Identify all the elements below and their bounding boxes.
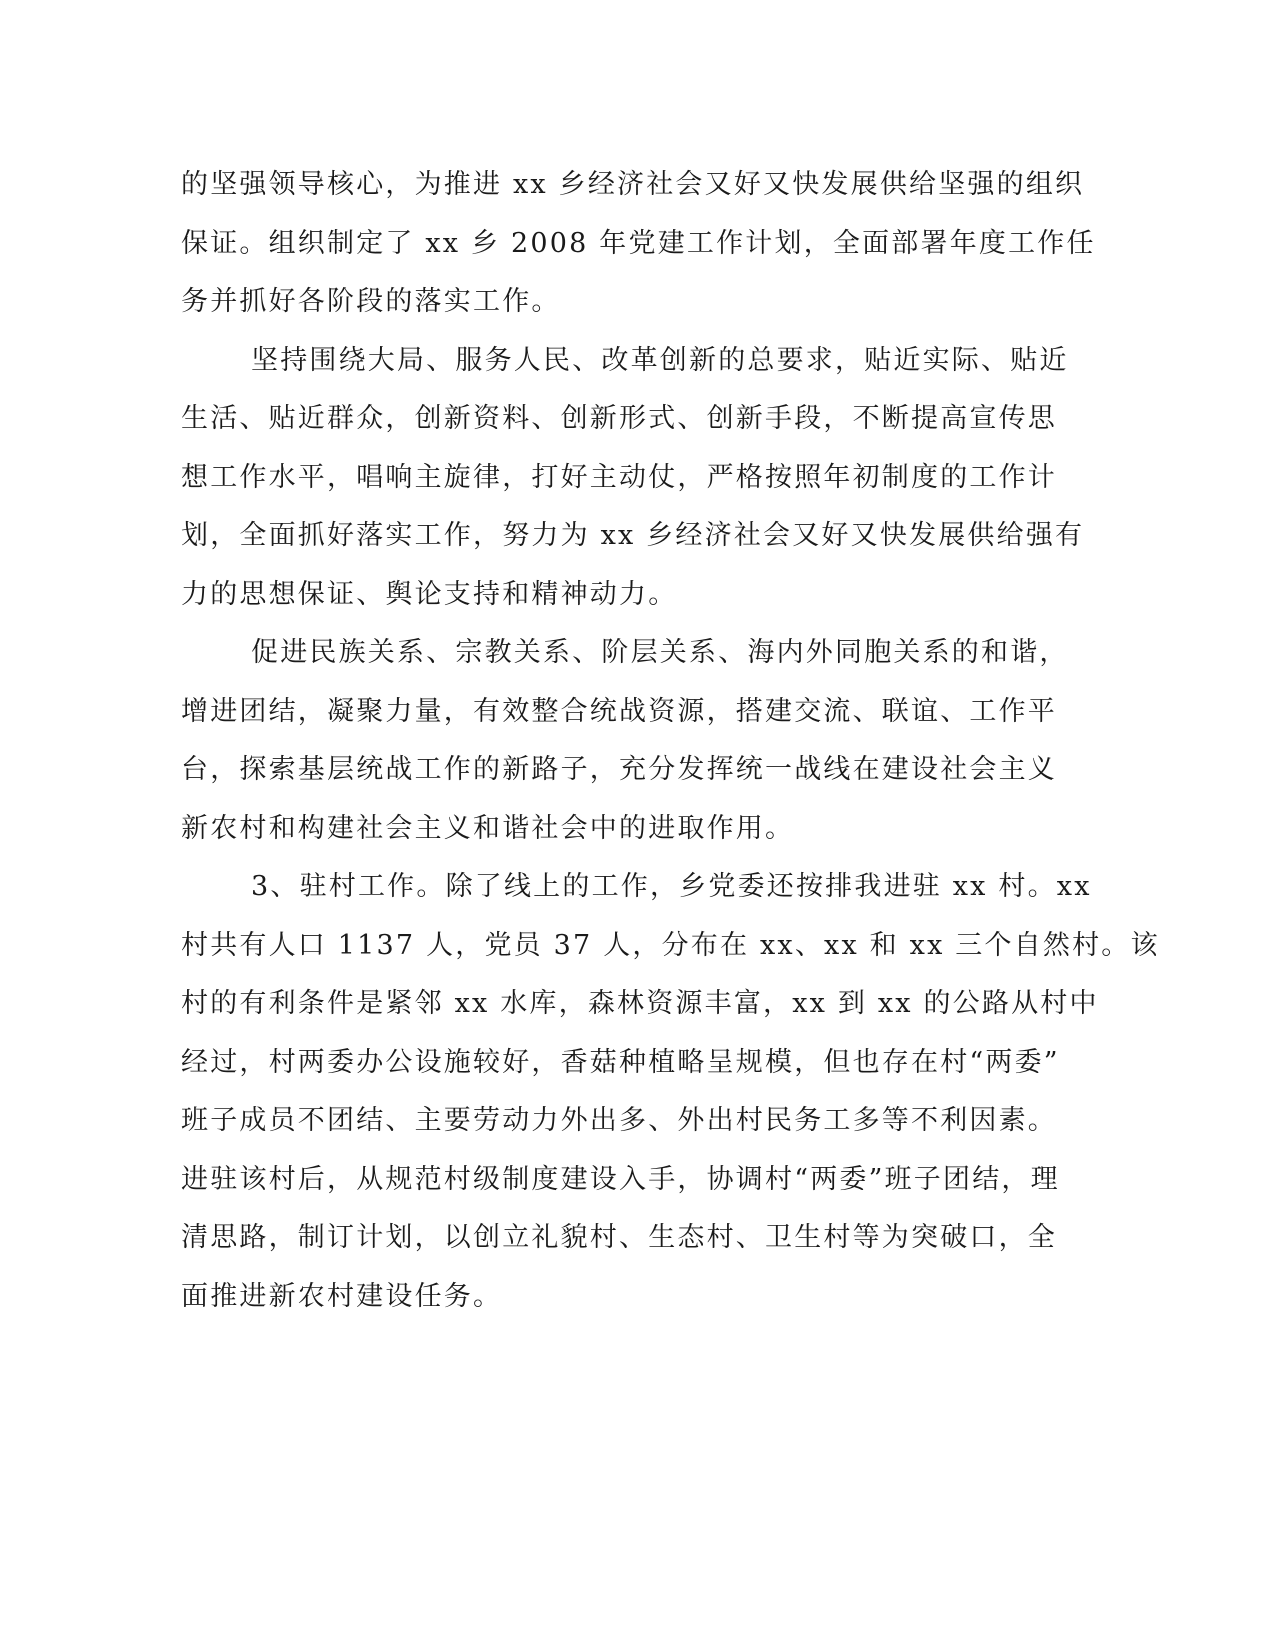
text-line: 划，全面抓好落实工作，努力为 xx 乡经济社会又好又快发展供给强有: [181, 520, 1085, 551]
paragraph-4: [181, 858, 1160, 1326]
text-line: 班子成员不团结、主要劳动力外出多、外出村民务工多等不利因素。: [181, 1105, 1057, 1136]
text-line: 清思路，制订计划，以创立礼貌村、生态村、卫生村等为突破口，全: [181, 1222, 1057, 1253]
text-line: 想工作水平，唱响主旋律，打好主动仗，严格按照年初制度的工作计: [181, 461, 1057, 493]
text-line: 生活、贴近群众，创新资料、创新形式、创新手段，不断提高宣传思: [181, 403, 1057, 434]
paragraph-2: [181, 332, 1085, 625]
text-line: 台，探索基层统战工作的新路子，充分发挥统一战线在建设社会主义: [181, 754, 1057, 785]
text-line: 增进团结，凝聚力量，有效整合统战资源，搭建交流、联谊、工作平: [181, 695, 1057, 727]
text-line: 进驻该村后，从规范村级制度建设入手，协调村“两委”班子团结，理: [181, 1163, 1060, 1195]
document-body: [181, 156, 1160, 1326]
text-line: 面推进新农村建设任务。: [181, 1280, 503, 1312]
paragraph-1: [181, 156, 1096, 332]
text-line: 3、驻村工作。除了线上的工作，乡党委还按排我进驻 xx 村。xx: [251, 871, 1092, 902]
text-line: 村的有利条件是紧邻 xx 水库，森林资源丰富，xx 到 xx 的公路从村中: [181, 988, 1099, 1019]
text-line: 保证。组织制定了 xx 乡 2008 年党建工作计划，全面部署年度工作任: [181, 227, 1096, 259]
text-line: 村共有人口 1137 人，党员 37 人，分布在 xx、xx 和 xx 三个自然村。该: [181, 929, 1160, 961]
text-line: 坚持围绕大局、服务人民、改革创新的总要求，贴近实际、贴近: [251, 344, 1069, 376]
paragraph-3: [181, 624, 1069, 858]
text-line: 务并抓好各阶段的落实工作。: [181, 286, 561, 317]
text-line: 促进民族关系、宗教关系、阶层关系、海内外同胞关系的和谐，: [251, 637, 1069, 668]
text-line: 新农村和构建社会主义和谐社会中的进取作用。: [181, 812, 795, 844]
text-line: 的坚强领导核心，为推进 xx 乡经济社会又好又快发展供给坚强的组织: [181, 169, 1085, 200]
text-line: 经过，村两委办公设施较好，香菇种植略呈规模，但也存在村“两委”: [181, 1046, 1060, 1078]
text-line: 力的思想保证、舆论支持和精神动力。: [181, 578, 678, 610]
